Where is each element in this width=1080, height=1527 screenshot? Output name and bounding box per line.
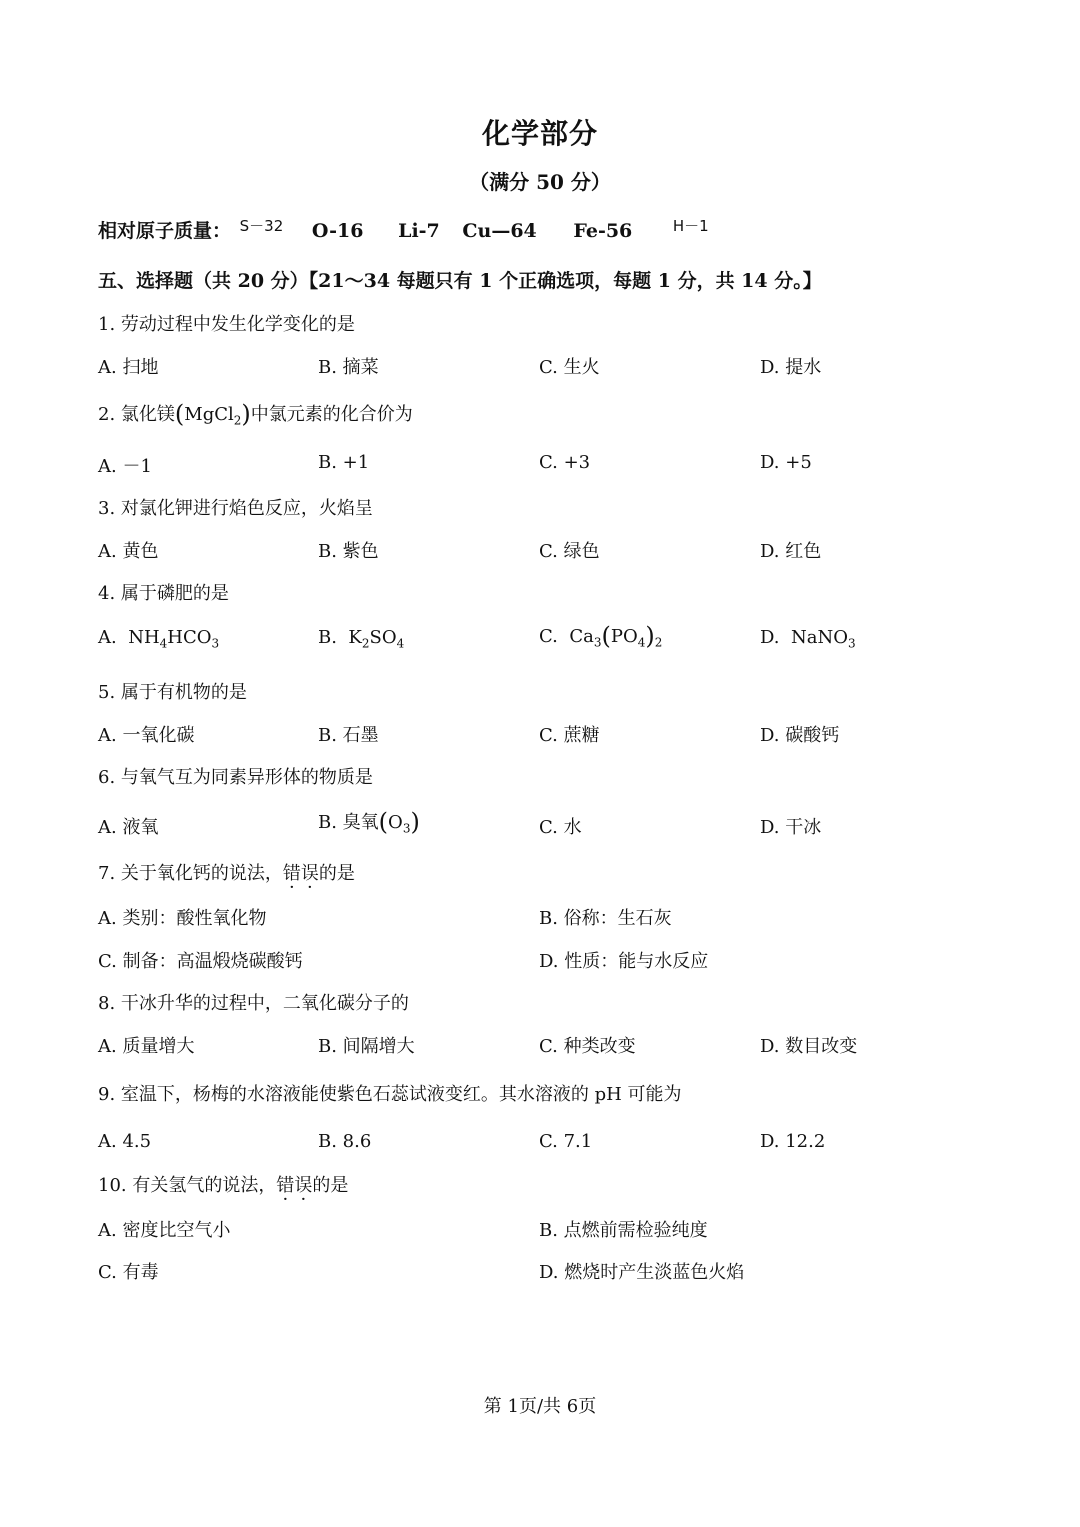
q2-option-d: D. +5 xyxy=(760,452,812,473)
atomic-masses xyxy=(98,215,709,243)
q1-option-d: D. 提水 xyxy=(760,357,822,378)
mass-h: H－1 xyxy=(672,217,709,235)
question-6: 6. 与氧气互为同素异形体的物质是 xyxy=(98,767,373,788)
q10-option-a: A. 密度比空气小 xyxy=(98,1220,231,1241)
q1-option-c: C. 生火 xyxy=(539,357,600,378)
q6-option-a: A. 液氧 xyxy=(98,817,159,838)
q3-option-d: D. 红色 xyxy=(760,541,822,562)
q6-option-b: B. 臭氧$(O_3)$ xyxy=(318,808,420,836)
q8-option-c: C. 种类改变 xyxy=(539,1036,636,1057)
q7-option-b: B. 俗称：生石灰 xyxy=(539,908,672,929)
q3-option-a: A. 黄色 xyxy=(98,541,159,562)
q6-option-d: D. 干冰 xyxy=(760,817,822,838)
q7-option-a: A. 类别：酸性氧化物 xyxy=(98,908,267,929)
question-7: 7. 关于氧化钙的说法，错误的是 xyxy=(98,863,355,884)
q4-option-d: D. NaNO$_3$ xyxy=(760,627,856,651)
mass-cu: Cu—64 xyxy=(462,220,537,242)
question-3: 3. 对氯化钾进行焰色反应，火焰呈 xyxy=(98,498,373,519)
mass-li: Li-7 xyxy=(398,220,440,242)
q6-option-c: C. 水 xyxy=(539,817,582,838)
q9-option-a: A. 4.5 xyxy=(98,1131,152,1152)
section-heading: 五、选择题（共 20 分）【21～34 每题只有 1 个正确选项，每题 1 分，共 14 分。】 xyxy=(98,270,822,292)
q7-option-d: D. 性质：能与水反应 xyxy=(539,951,709,972)
question-4: 4. 属于磷肥的是 xyxy=(98,583,229,604)
q10-option-c: C. 有毒 xyxy=(98,1262,159,1283)
q5-option-b: B. 石墨 xyxy=(318,725,379,746)
question-2: 2. 氯化镁(MgCl$_2$)中氯元素的化合价为 xyxy=(98,400,413,428)
question-5: 5. 属于有机物的是 xyxy=(98,682,247,703)
q9-option-d: D. 12.2 xyxy=(760,1131,826,1152)
q2-option-a: A. －1 xyxy=(98,456,152,477)
q2-stem-pre: 2. 氯化镁 xyxy=(98,404,175,425)
q1-option-b: B. 摘菜 xyxy=(318,357,379,378)
q3-option-b: B. 紫色 xyxy=(318,541,379,562)
q2-option-b: B. +1 xyxy=(318,452,370,473)
q2-stem-post: 中氯元素的化合价为 xyxy=(250,404,413,425)
full-score: （满分 50 分） xyxy=(469,170,611,194)
question-8: 8. 干冰升华的过程中，二氧化碳分子的 xyxy=(98,993,409,1014)
masses-label: 相对原子质量： xyxy=(98,220,232,242)
page-title: 化学部分 xyxy=(481,117,598,150)
q5-option-c: C. 蔗糖 xyxy=(539,725,600,746)
q3-option-c: C. 绿色 xyxy=(539,541,600,562)
q4-option-a: A. $NH_4HCO_3$ xyxy=(98,627,220,651)
q5-option-a: A. 一氧化碳 xyxy=(98,725,195,746)
q2-formula: MgCl xyxy=(184,404,234,425)
q7-option-c: C. 制备：高温煅烧碳酸钙 xyxy=(98,951,303,972)
q8-option-d: D. 数目改变 xyxy=(760,1036,858,1057)
q10-option-b: B. 点燃前需检验纯度 xyxy=(539,1220,708,1241)
q8-option-b: B. 间隔增大 xyxy=(318,1036,415,1057)
q4-option-c: C. $Ca_3(PO_4)_2$ xyxy=(539,622,663,650)
page-footer: 第 1页/共 6页 xyxy=(483,1396,597,1417)
question-9: 9. 室温下，杨梅的水溶液能使紫色石蕊试液变红。其水溶液的 pH 可能为 xyxy=(98,1084,682,1105)
q9-option-b: B. 8.6 xyxy=(318,1131,372,1152)
question-10: 10. 有关氢气的说法，错误的是 xyxy=(98,1175,349,1196)
q5-option-d: D. 碳酸钙 xyxy=(760,725,840,746)
q4-option-b: B. $K_2SO_4$ xyxy=(318,627,405,651)
q9-option-c: C. 7.1 xyxy=(539,1131,593,1152)
mass-s: S－32 xyxy=(239,217,284,235)
q10-option-d: D. 燃烧时产生淡蓝色火焰 xyxy=(539,1262,745,1283)
q8-option-a: A. 质量增大 xyxy=(98,1036,195,1057)
mass-o: O-16 xyxy=(311,220,364,242)
mass-fe: Fe-56 xyxy=(573,220,633,242)
q2-option-c: C. +3 xyxy=(539,452,591,473)
q1-option-a: A. 扫地 xyxy=(98,357,159,378)
question-1: 1. 劳动过程中发生化学变化的是 xyxy=(98,314,355,335)
q2-formula-sub: 2 xyxy=(233,413,242,428)
